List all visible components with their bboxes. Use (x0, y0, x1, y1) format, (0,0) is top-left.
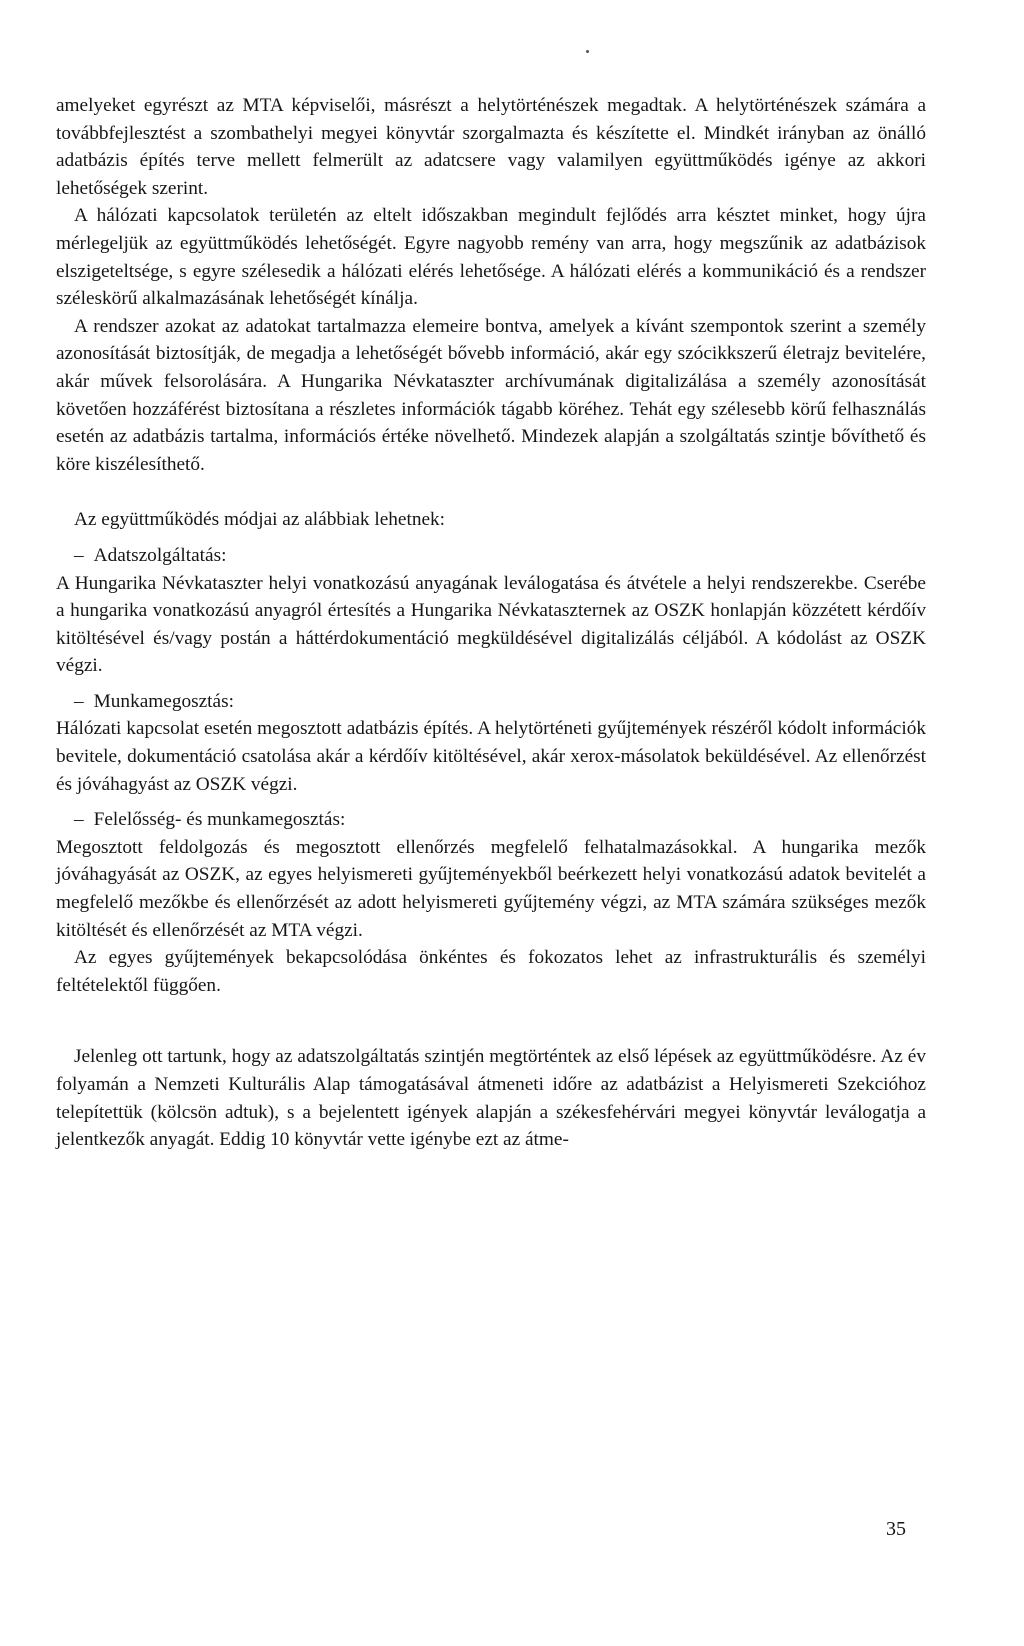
page-number: 35 (886, 1518, 906, 1540)
dash-glyph: – (74, 544, 84, 566)
item-title: Adatszolgáltatás: (93, 544, 227, 566)
document-page (56, 92, 926, 1154)
spacer (56, 680, 926, 688)
spacer (56, 478, 926, 506)
spacer (56, 798, 926, 806)
dash-glyph: – (74, 809, 84, 831)
item-title: Felelősség- és munkamegosztás: (93, 809, 346, 831)
list-item-body: Megosztott feldolgozás és megosztott ellenőrzés megfelelő felhatalmazásokkal. A hungarika mezők jóváhagyását az OSZK, az egyes helyismereti gyűjteményekből beérkezett helyi vonatkozású adatok bevitelét a megfelelő mezőkbe és ellenőrzését az adott helyismereti gyűjtemény végzi, az MTA számára szükséges mezők kitöltését és ellenőrzését az MTA végzi. (56, 836, 926, 941)
cooperation-intro: Az együttműködés módjai az alábbiak lehetnek: (74, 509, 446, 531)
item-title: Munkamegosztás: (93, 690, 234, 712)
list-item-title (56, 688, 926, 716)
dash-glyph: – (74, 690, 84, 712)
list-item-body: Hálózati kapcsolat esetén megosztott adatbázis építés. A helytörténeti gyűjtemények részéről kódolt információk bevitele, dokumentáció csatolása akár a kérdőív kitöltésével, akár xerox-másolatok beküldésével. Az ellenőrzést és jóváhagyást az OSZK végzi. (56, 718, 926, 795)
paragraph-network: A hálózati kapcsolatok területén az eltelt időszakban megindult fejlődés arra késztet minket, hogy újra mérlegeljük az együttműködés lehetőségét. Egyre nagyobb remény van arra, hogy megszűnik az adatbázisok elszigeteltsége, s egyre szélesedik a hálózati elérés lehetősége. A hálózati elérés a kommunikáció és a rendszer széleskörű alkalmazásának lehetőségét kínálja. (56, 205, 926, 310)
paragraph-system: A rendszer azokat az adatokat tartalmazza elemeire bontva, amelyek a kívánt szempontok szerint a személy azonosítását biztosítják, de megadja a lehetőségét bővebb információ, akár egy szócikkszerű életrajz bevitelére, akár művek felsorolására. A Hungarika Névkataszter archívumának digitalizálása a személy azonosítását követően hozzáférést biztosítana a részletes információk tágabb köréhez. Tehát egy szélesebb körű felhasználás esetén az adatbázis tartalma, információs értéke növelhető. Mindezek alapján a szolgáltatás szintje bővíthető és köre kiszélesíthető. (56, 315, 926, 475)
list-item-body: A Hungarika Névkataszter helyi vonatkozású anyagának leválogatása és átvétele a helyi rendszerekbe. Cserébe a hungarika vonatkozású anyagról értesítés a Hungarika Névkataszternek az OSZK honlapján közzétett kérdőív kitöltésével és/vagy postán a háttérdokumentáció megküldésével digitalizálás céljából. A kódolást az OSZK végzi. (56, 572, 926, 677)
paragraph-current-status: Jelenleg ott tartunk, hogy az adatszolgáltatás szintjén megtörténtek az első lépések az együttműködésre. Az év folyamán a Nemzeti Kulturális Alap támogatásával átmeneti időre az adatbázist a Helyismereti Szekcióhoz telepítettük (kölcsön adtuk), s a bejelentett igények alapján a székesfehérvári megyei könyvtár leválogatja a jelentkezők anyagát. Eddig 10 könyvtár vette igénybe ezt az átme- (56, 1046, 926, 1151)
list-item-title (56, 542, 926, 570)
spacer (56, 999, 926, 1043)
list-item-title (56, 806, 926, 834)
cooperation-closing: Az egyes gyűjtemények bekapcsolódása önkéntes és fokozatos lehet az infrastrukturális és személyi feltételektől függően. (56, 947, 926, 996)
paragraph-continuation: amelyeket egyrészt az MTA képviselői, másrészt a helytörténészek megadtak. A helytörténészek számára a továbbfejlesztést a szombathelyi megyei könyvtár szorgalmazta és készítette el. Mindkét irányban az önálló adatbázis építés terve mellett felmerült az adatcsere vagy valamilyen együttműködés igénye az akkori lehetőségek szerint. (56, 95, 926, 199)
scan-speck (586, 50, 589, 53)
spacer (56, 534, 926, 542)
